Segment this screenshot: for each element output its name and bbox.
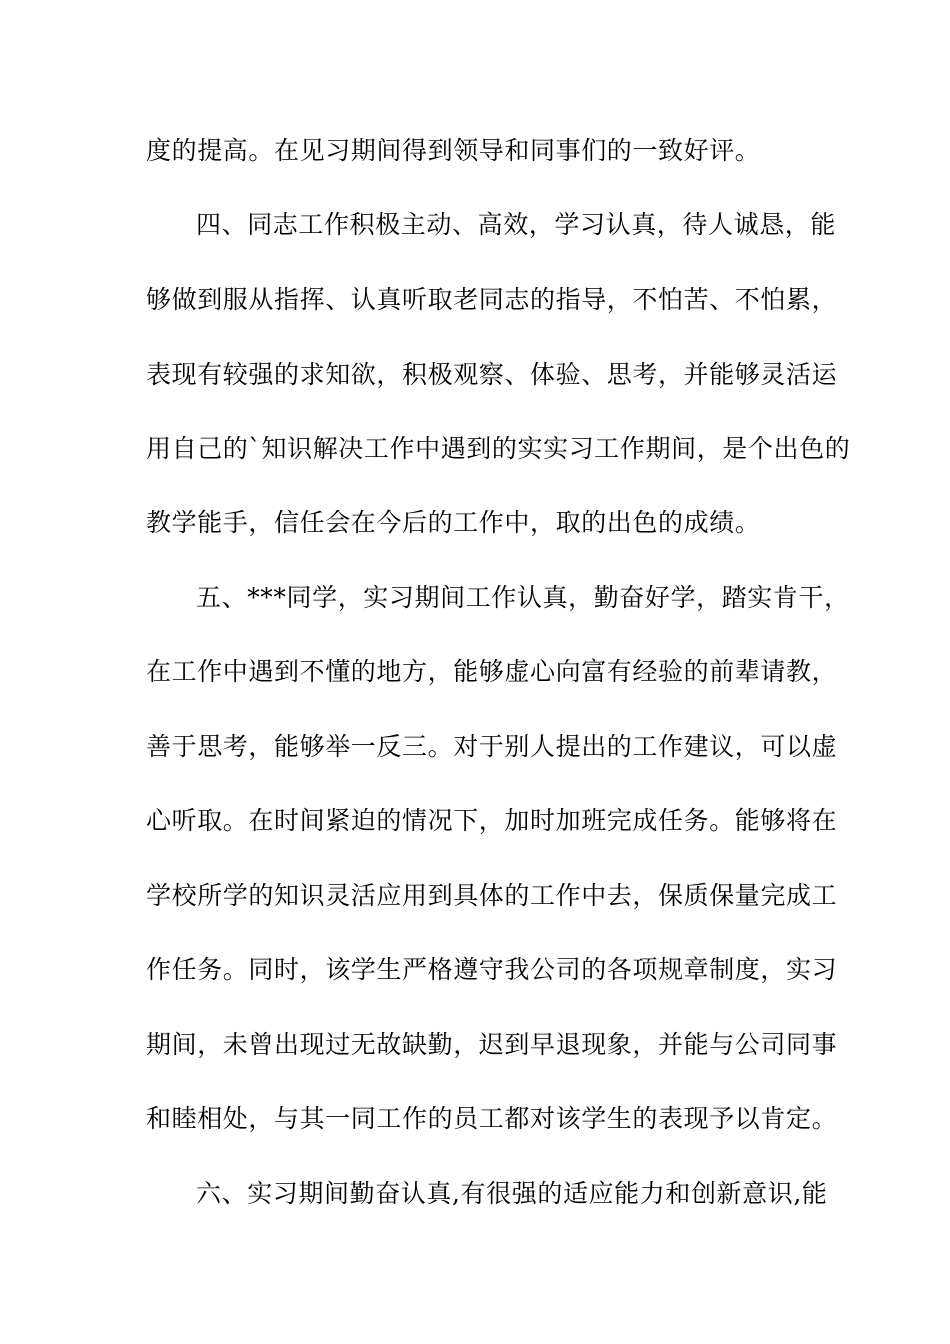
text-line-14: 和睦相处，与其一同工作的员工都对该学生的表现予以肯定。: [146, 1104, 838, 1133]
paragraph-four-start: 四、同志工作积极主动、高效，学习认真，待人诚恳，能: [196, 210, 837, 239]
text-line-1: 度的提高。在见习期间得到领导和同事们的一致好评。: [146, 136, 761, 165]
text-line-8: 在工作中遇到不懂的地方，能够虚心向富有经验的前辈请教，: [146, 657, 838, 686]
text-line-12: 作任务。同时，该学生严格遵守我公司的各项规章制度，实习: [146, 955, 838, 984]
text-line-11: 学校所学的知识灵活应用到具体的工作中去，保质保量完成工: [146, 881, 838, 910]
text-line-13: 期间，未曾出现过无故缺勤，迟到早退现象，并能与公司同事: [146, 1030, 838, 1059]
text-line-4: 表现有较强的求知欲，积极观察、体验、思考，并能够灵活运: [146, 360, 838, 389]
paragraph-five-start: 五、***同学，实习期间工作认真，勤奋好学，踏实肯干，: [196, 583, 850, 612]
text-line-9: 善于思考，能够举一反三。对于别人提出的工作建议，可以虚: [146, 732, 838, 761]
text-line-10: 心听取。在时间紧迫的情况下，加时加班完成任务。能够将在: [146, 806, 838, 835]
text-line-3: 够做到服从指挥、认真听取老同志的指导，不怕苦、不怕累，: [146, 285, 838, 314]
paragraph-six-start: 六、实习期间勤奋认真,有很强的适应能力和创新意识,能: [196, 1179, 828, 1208]
text-line-6: 教学能手，信任会在今后的工作中，取的出色的成绩。: [146, 508, 761, 537]
text-line-5: 用自己的`知识解决工作中遇到的实实习工作期间，是个出色的: [146, 434, 851, 463]
